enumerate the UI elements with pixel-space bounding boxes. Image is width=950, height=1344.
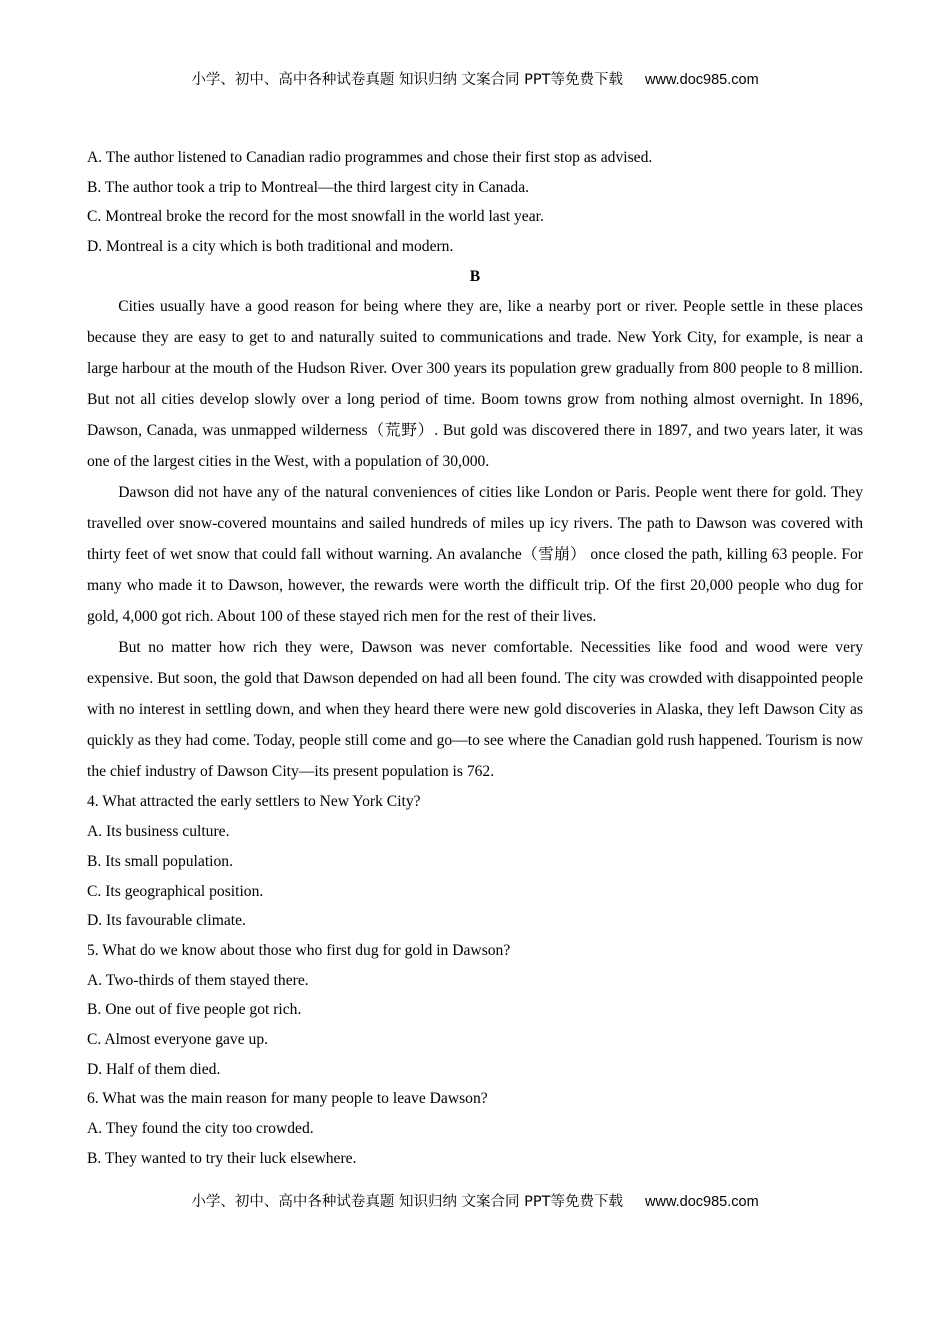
page-footer-banner [0,1190,950,1211]
prev-option-a: A. The author listened to Canadian radio programmes and chose their first stop as advised. [87,149,653,166]
question-4-stem: 4. What attracted the early settlers to New York City? [87,793,421,811]
prev-option-d: D. Montreal is a city which is both traditional and modern. [87,238,454,256]
question-5-option-a: A. Two-thirds of them stayed there. [87,971,309,989]
question-4-option-b: B. Its small population. [87,852,233,870]
question-6-stem: 6. What was the main reason for many people to leave Dawson? [87,1090,488,1108]
question-6-option-a: A. They found the city too crowded. [87,1120,314,1137]
passage-paragraph-2: Dawson did not have any of the natural conveniences of cities like London or Paris. People went there for gold. They travelled over snow-covered mountains and sailed hundreds of miles up icy rivers. The path to Dawson was covered with thirty feet of wet snow that could fall without warning. An avalanche（雪崩） once closed the path, killing 63 people. For many who made it to Dawson, however, the rewards were worth the difficult trip. Of the first 20,000 people who dug for gold, 4,000 got rich. About 100 of these stayed rich men for the rest of their lives. [87,484,863,626]
question-4-option-d: D. Its favourable climate. [87,912,246,930]
passage-paragraph-1: Cities usually have a good reason for being where they are, like a nearby port or river. People settle in these places because they are easy to get to and naturally suited to communications and trade. New York City, for example, is near a large harbour at the mouth of the Hudson River. Over 300 years its population grew gradually from 800 people to 8 million. But not all cities develop slowly over a long period of time. Boom towns grow from nothing almost overnight. In 1896, Dawson, Canada, was unmapped wilderness（荒野）. But gold was discovered there in 1897, and two years later, it was one of the largest cities in the West, with a population of 30,000. [87,298,863,471]
section-title: B [469,267,481,285]
passage-paragraph-3: But no matter how rich they were, Dawson was never comfortable. Necessities like food and wood were very expensive. But soon, the gold that Dawson depended on had all been found. The city was crowded with disappointed people with no interest in settling down, and when they heard there were new gold discoveries in Alaska, they left Dawson City as quickly as they had come. Today, people still come and go—to see where the Canadian gold rush happened. Tourism is now the chief industry of Dawson City—its present population is 762. [87,639,863,781]
footer-banner-text: 小学、初中、高中各种试卷真题 知识归纳 文案合同 PPT等免费下载 [191,1194,624,1210]
header-banner-text: 小学、初中、高中各种试卷真题 知识归纳 文案合同 PPT等免费下载 [191,72,624,88]
question-6-option-b: B. They wanted to try their luck elsewhere. [87,1149,357,1167]
prev-option-c: C. Montreal broke the record for the most snowfall in the world last year. [87,208,544,226]
footer-site-link[interactable]: www.doc985.com [645,1194,759,1210]
prev-option-b: B. The author took a trip to Montreal—the third largest city in Canada. [87,178,530,196]
question-5-option-b: B. One out of five people got rich. [87,1001,302,1019]
header-site-link[interactable]: www.doc985.com [645,72,759,88]
question-5-option-c: C. Almost everyone gave up. [87,1030,269,1048]
question-4-option-a: A. Its business culture. [87,823,230,841]
document-body [87,143,863,1173]
question-4-option-c: C. Its geographical position. [87,882,264,900]
page-header-banner [0,68,950,89]
question-5-stem: 5. What do we know about those who first dug for gold in Dawson? [87,941,511,959]
question-5-option-d: D. Half of them died. [87,1060,221,1078]
